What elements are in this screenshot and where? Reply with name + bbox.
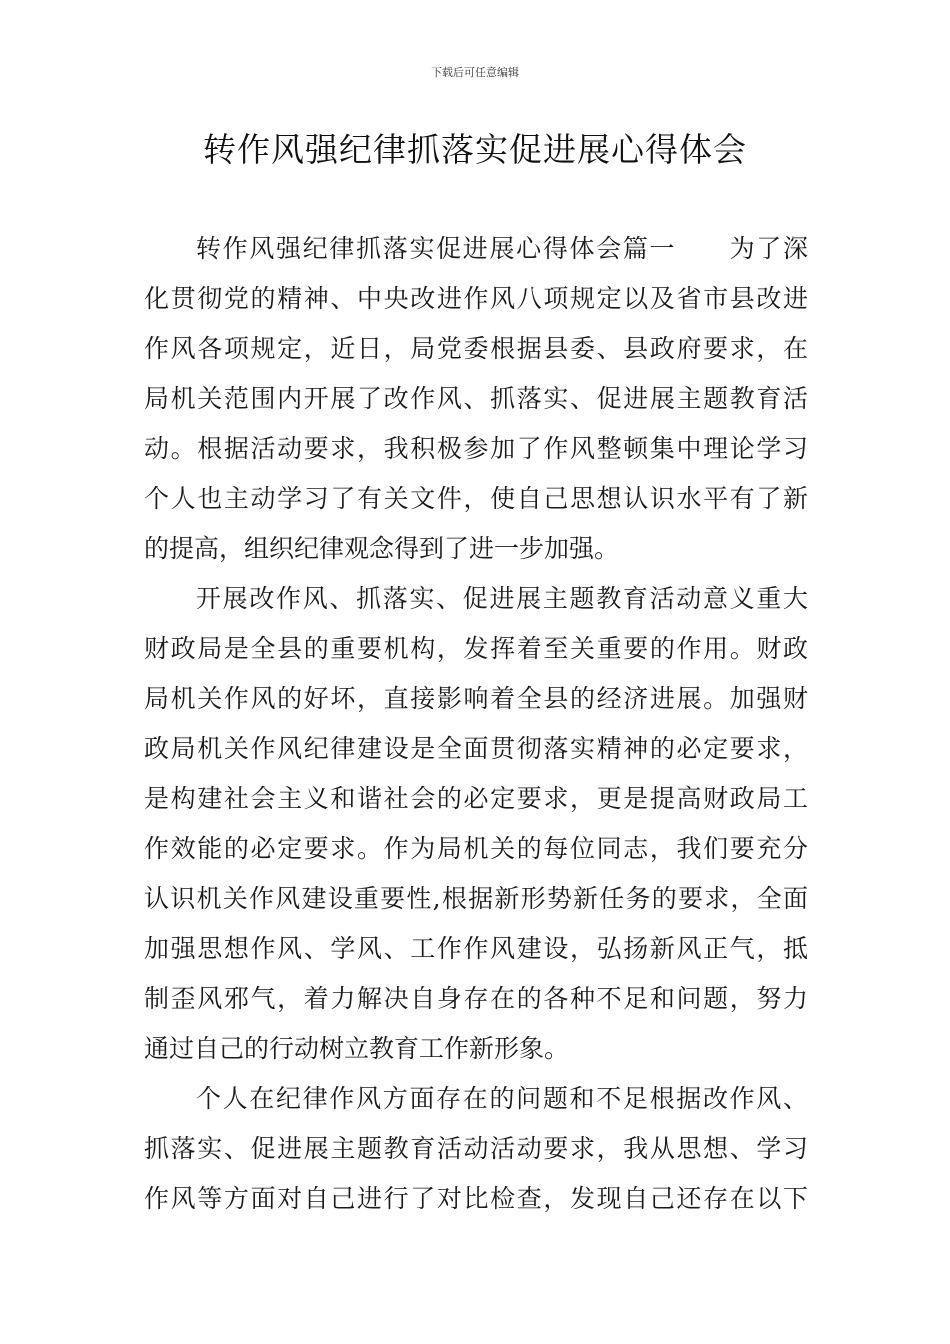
text-line: 作效能的必定要求。作为局机关的每位同志，我们要充分 (144, 834, 808, 863)
text-line: 转作风强纪律抓落实促进展心得体会篇一 为了深 (196, 234, 808, 263)
document-title: 转作风强纪律抓落实促进展心得体会 (203, 130, 747, 169)
text-line: 作风等方面对自己进行了对比检查，发现自己还存在以下 (144, 1184, 808, 1213)
text-line: 是构建社会主义和谐社会的必定要求，更是提高财政局工 (144, 784, 808, 813)
text-line: 个人在纪律作风方面存在的问题和不足根据改作风、 (196, 1084, 808, 1113)
text-line: 化贯彻党的精神、中央改进作风八项规定以及省市县改进 (144, 284, 808, 313)
text-line: 动。根据活动要求，我积极参加了作风整顿集中理论学习 (144, 434, 808, 463)
page-header-note: 下载后可任意编辑 (431, 66, 519, 79)
text-line: 抓落实、促进展主题教育活动活动要求，我从思想、学习 (144, 1134, 808, 1163)
text-line: 作风各项规定，近日，局党委根据县委、县政府要求，在 (144, 334, 808, 363)
text-line: 个人也主动学习了有关文件，使自己思想认识水平有了新 (144, 484, 808, 513)
text-line: 政局机关作风纪律建设是全面贯彻落实精神的必定要求， (144, 734, 808, 763)
text-line: 的提高，组织纪律观念得到了进一步加强。 (144, 534, 620, 563)
text-line: 制歪风邪气，着力解决自身存在的各种不足和问题，努力 (144, 984, 808, 1013)
text-line: 财政局是全县的重要机构，发挥着至关重要的作用。财政 (144, 634, 808, 663)
text-line: 认识机关作风建设重要性,根据新形势新任务的要求，全面 (144, 884, 808, 913)
text-line: 通过自己的行动树立教育工作新形象。 (144, 1034, 570, 1063)
text-line: 加强思想作风、学风、工作作风建设，弘扬新风正气，抵 (144, 934, 808, 963)
document-body (144, 224, 808, 1224)
text-line: 开展改作风、抓落实、促进展主题教育活动意义重大 (196, 584, 808, 613)
paragraph-3 (144, 1074, 808, 1224)
paragraph-1 (144, 224, 808, 574)
text-line: 局机关作风的好坏，直接影响着全县的经济进展。加强财 (144, 684, 808, 713)
text-line: 局机关范围内开展了改作风、抓落实、促进展主题教育活 (144, 384, 808, 413)
paragraph-2 (144, 574, 808, 1074)
